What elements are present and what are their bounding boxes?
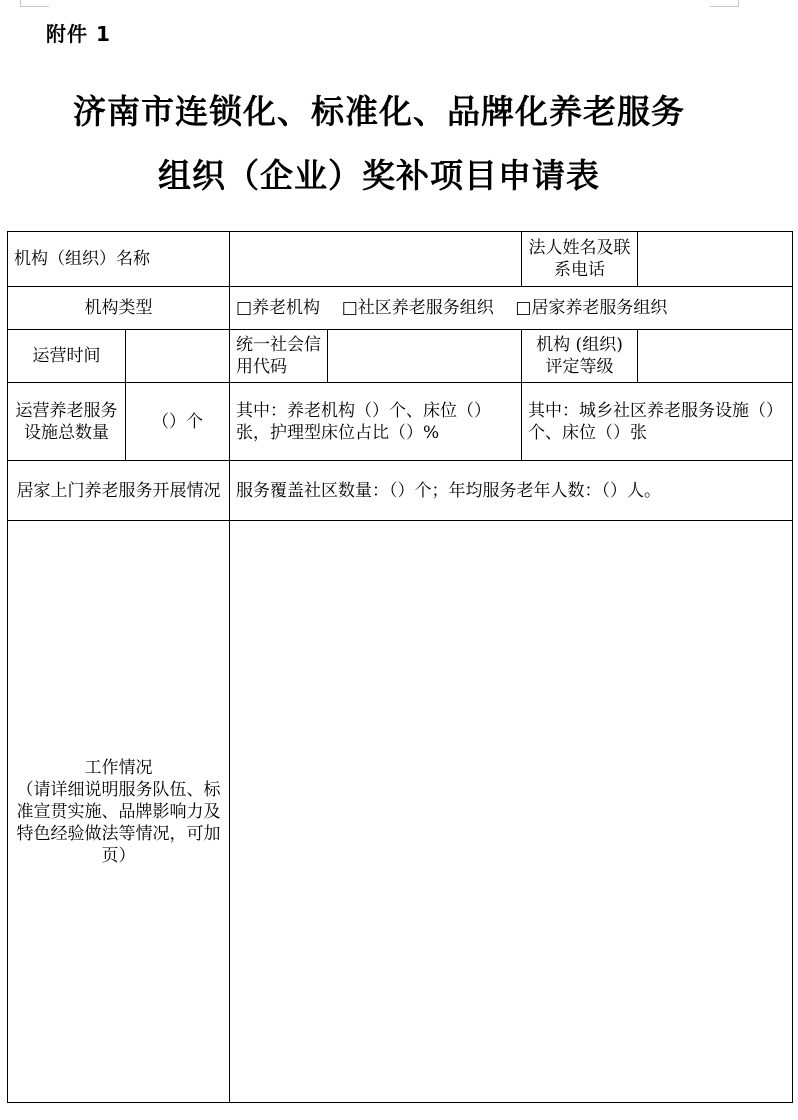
facilities-institution-field[interactable]: 其中：养老机构（）个、床位（）张，护理型床位占比（）% <box>230 383 522 461</box>
page-corner-mark-right <box>710 0 739 7</box>
op-time-field[interactable] <box>126 330 230 383</box>
org-type-option-community-service[interactable]: □社区养老服务组织 <box>341 298 494 318</box>
row-org-type <box>8 287 793 330</box>
application-form-table <box>7 231 793 1103</box>
legal-rep-label: 法人姓名及联系电话 <box>522 232 638 287</box>
credit-code-label: 统一社会信用代码 <box>230 330 328 383</box>
row-operation-info <box>8 330 793 383</box>
work-situation-title: 工作情况 <box>84 757 153 778</box>
org-type-option-elderly-institution[interactable]: □养老机构 <box>236 298 321 318</box>
page-title-line-1: 济南市连锁化、标准化、品牌化养老服务 <box>73 92 685 131</box>
org-type-label: 机构类型 <box>8 287 230 330</box>
work-situation-note: （请详细说明服务队伍、标准宣贯实施、品牌影响力及特色经验做法等情况，可加页） <box>16 779 221 866</box>
row-home-service <box>8 461 793 521</box>
row-org-name <box>8 232 793 287</box>
page-corner-mark-left <box>20 0 49 7</box>
rating-field[interactable] <box>638 330 793 383</box>
home-service-label: 居家上门养老服务开展情况 <box>8 461 230 521</box>
facilities-community-field[interactable]: 其中：城乡社区养老服务设施（）个、床位（）张 <box>522 383 793 461</box>
row-work-situation <box>8 521 793 1103</box>
row-facilities <box>8 383 793 461</box>
rating-label: 机构 (组织) 评定等级 <box>522 330 638 383</box>
org-type-options <box>230 287 793 330</box>
page-title-line-2: 组织（企业）奖补项目申请表 <box>158 156 600 195</box>
org-name-field[interactable] <box>230 232 522 287</box>
facilities-label: 运营养老服务设施总数量 <box>8 383 126 461</box>
facilities-count-field[interactable]: （）个 <box>126 383 230 461</box>
attachment-label: 附件 1 <box>46 22 111 46</box>
work-situation-field[interactable] <box>230 521 793 1103</box>
home-service-field[interactable]: 服务覆盖社区数量：（）个；年均服务老年人数：（）人。 <box>230 461 793 521</box>
work-situation-label <box>8 521 230 1103</box>
credit-code-field[interactable] <box>328 330 522 383</box>
legal-rep-field[interactable] <box>638 232 793 287</box>
org-name-label: 机构（组织）名称 <box>8 232 230 287</box>
op-time-label: 运营时间 <box>8 330 126 383</box>
org-type-option-home-service[interactable]: □居家养老服务组织 <box>515 298 668 318</box>
